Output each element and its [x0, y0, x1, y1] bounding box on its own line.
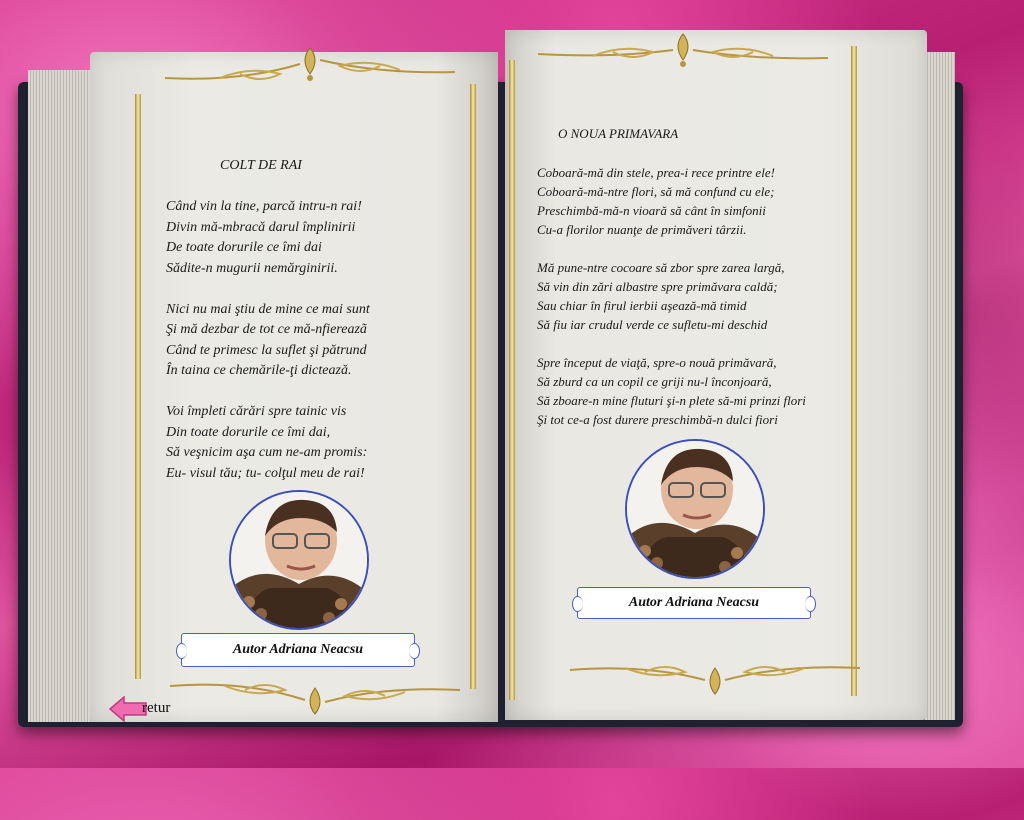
right-page [505, 30, 927, 720]
poem-text: Când vin la tine, parcă intru-n rai! Divin mă-mbracă darul împlinirii De toate dorurile ce îmi dai Sădite-n mugurii nemărginirii. Nici nu mai ştiu de mine ce mai sunt Şi mă dezbar de tot ce mă-nfiereazã Când te primesc la suflet şi pătrund În taina ce chemările-ţi dictează. Voi împleti cărări spre tainic vis Din toate dorurile ce îmi dai, Să veşnicim aşa cum ne-am promis: Eu- visul tău; tu- colţul meu de rai! [166, 199, 370, 481]
poem-title: O NOUA PRIMAVARA [558, 126, 679, 141]
author-label: Autor Adriana Neacsu [181, 633, 415, 667]
ornament-bottom-icon [565, 652, 865, 698]
gold-border-left [135, 94, 141, 679]
ornament-bottom-icon [165, 672, 465, 718]
author-label: Autor Adriana Neacsu [577, 587, 811, 619]
gold-border-right [851, 46, 857, 696]
gold-border-left [509, 60, 515, 700]
left-page [90, 52, 498, 722]
author-portrait [229, 490, 369, 630]
gold-border-right [470, 84, 476, 689]
poem-title: COLT DE RAI [220, 158, 302, 173]
poem-text: Coboară-mă din stele, prea-i rece printre ele! Coboară-mă-ntre flori, să mă confund cu ele; Preschimbă-mă-n vioară să cânt în simfonii Cu-a florilor nuanţe de primăveri târzii. Mă pune-ntre cocoare să zbor spre zarea largă, Să vin din zări albastre spre primăvara caldă; Sau chiar în firul ierbii aşează-mă timid Să fiu iar crudul verde ce sufletu-mi deschid Spre început de viaţă, spre-o nouă primăvară, Să zburd ca un copil ce griji nu-l înconjoară, Să zboare-n mine fluturi şi-n plete să-mi prinzi flori Şi tot ce-a fost durere preschimbă-n dulci fiori [537, 165, 806, 427]
page-edges-left [28, 70, 94, 722]
ornament-top-icon [533, 32, 833, 82]
author-portrait [625, 439, 765, 579]
ornament-top-icon [160, 44, 460, 94]
page-edges-right [925, 52, 955, 720]
back-link[interactable]: retur [142, 700, 171, 716]
